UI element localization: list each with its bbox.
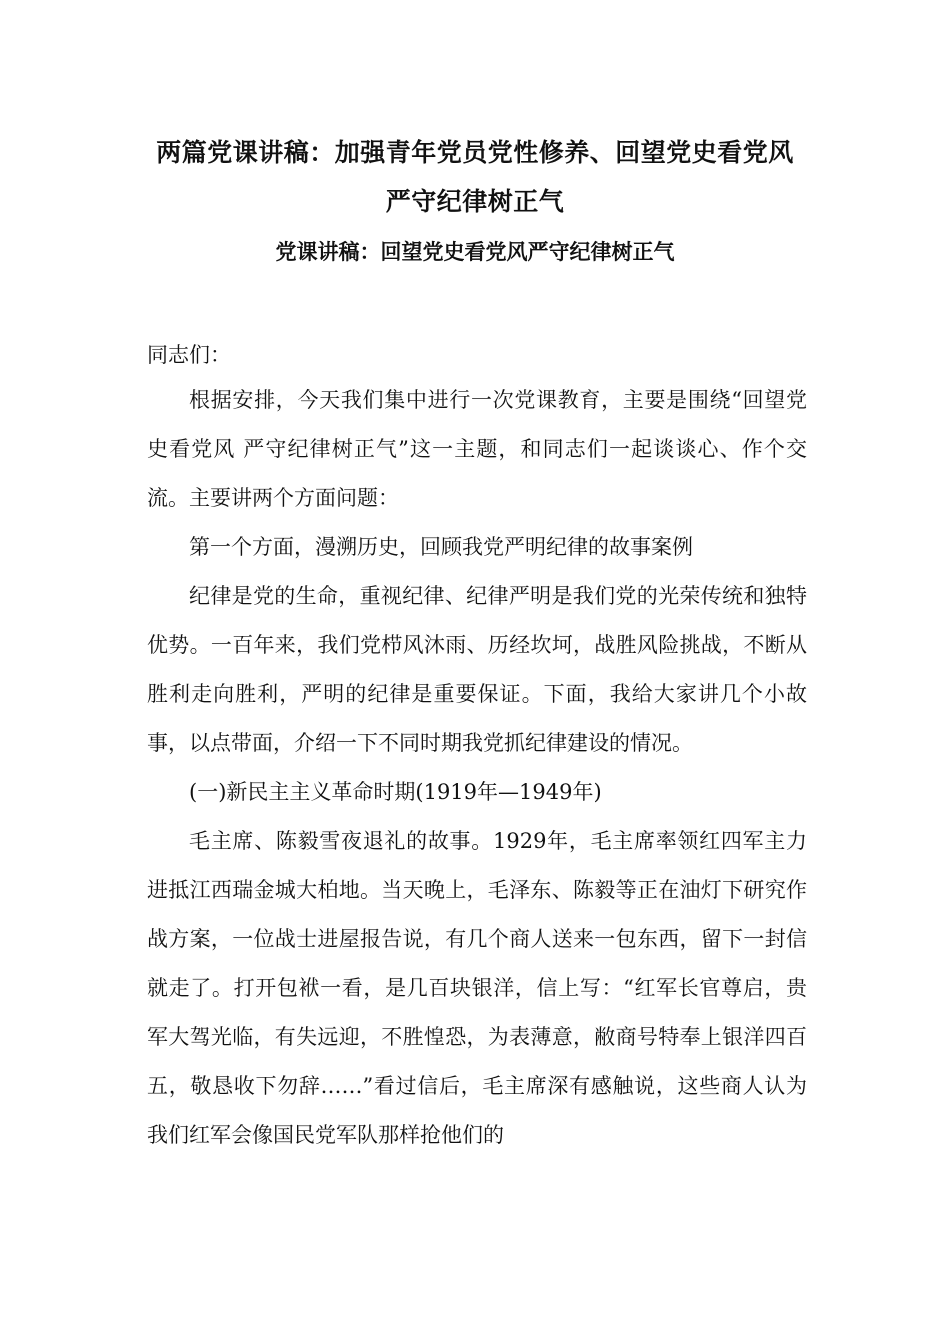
greeting: 同志们：: [147, 343, 231, 367]
paragraph-period-heading: (一)新民主主义革命时期(1919年—1949年): [189, 780, 602, 804]
document-title-line-1: 两篇党课讲稿：加强青年党员党性修养、回望党史看党风: [156, 138, 794, 167]
paragraph-section-heading: 第一个方面，漫溯历史，回顾我党严明纪律的故事案例: [189, 535, 693, 559]
document-title-line-2: 严守纪律树正气: [385, 187, 565, 216]
paragraph-story: 毛主席、陈毅雪夜退礼的故事。1929年，毛主席率领红四军主力进抵江西瑞金城大柏地。当天晚上，毛泽东、陈毅等正在油灯下研究作战方案，一位战士进屋报告说，有几个商人送来一包东西，留下一封信就走了。打开包袱一看，是几百块银洋，信上写：“红军长官尊启，贵军大驾光临，有失远迎，不胜惶恐，为表薄意，敝商号特奉上银洋四百五，敬恳收下勿辞……”看过信后，毛主席深有感触说，这些商人认为我们红军会像国民党军队那样抢他们的: [147, 829, 807, 1147]
paragraph-discipline: 纪律是党的生命，重视纪律、纪律严明是我们党的光荣传统和独特优势。一百年来，我们党栉风沐雨、历经坎坷，战胜风险挑战，不断从胜利走向胜利，严明的纪律是重要保证。下面，我给大家讲几个小故事，以点带面，介绍一下不同时期我党抓纪律建设的情况。: [147, 584, 807, 755]
document-subtitle: 党课讲稿：回望党史看党风严守纪律树正气: [275, 240, 675, 264]
body-paragraphs: [147, 376, 807, 1160]
paragraph-intro: 根据安排，今天我们集中进行一次党课教育，主要是围绕“回望党史看党风 严守纪律树正气”这一主题，和同志们一起谈谈心、作个交流。主要讲两个方面问题：: [147, 388, 807, 510]
